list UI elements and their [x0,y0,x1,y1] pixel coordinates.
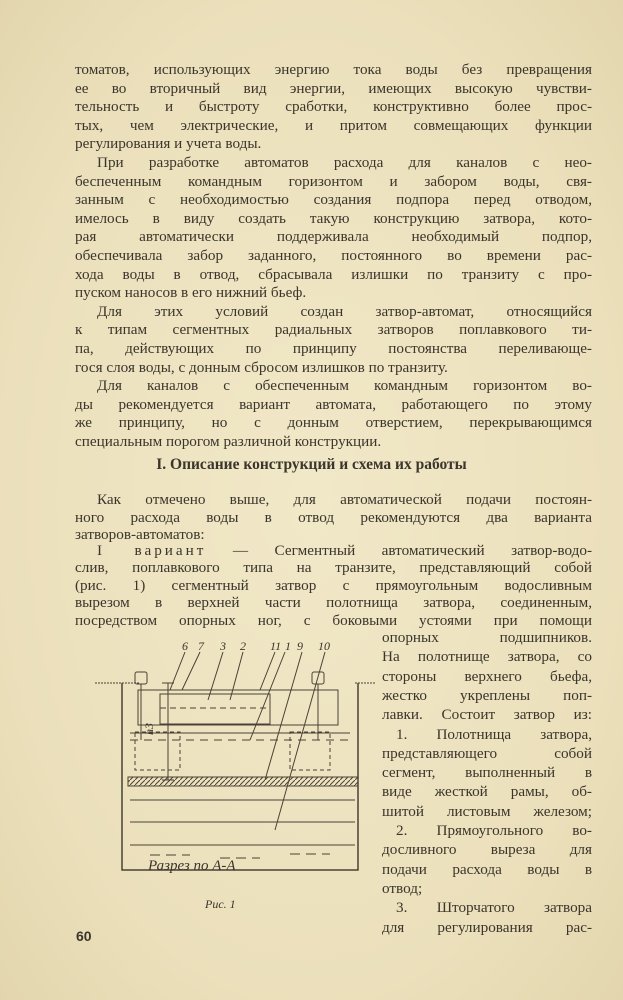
figure-label: 10 [318,640,330,653]
variant-line [97,542,592,560]
text-line: регулирования и учета воды. [75,135,262,153]
text-line: беспеченным командным горизонтом и забором воды, свя- [75,172,592,190]
figure-caption: Рис. 1 [205,897,236,911]
text-line: имелось в виду создать такую конструкцию затвора, кото- [75,209,592,227]
text-line: томатов, использующих энергию тока воды без превращения [75,61,592,78]
text-line: рая автоматически поддерживала необходимый подпор, [75,228,592,246]
text-line: вырезом в верхней части полотнища затвора, соединенным, [75,594,592,611]
text-line: подачи расхода воды в [382,860,592,878]
text-line: ного расхода воды в отвод рекомендуются два варианта [75,509,592,526]
figure-label: 2 [240,640,246,653]
text-line: стороны верхнего бьефа, [382,667,592,685]
text-line: При разработке автоматов расхода для каналов с нео- [97,154,592,171]
figure-gate-section [90,640,375,880]
text-line: Для каналов с обеспеченным командным горизонтом во- [97,377,592,395]
text-line: шитой листовым железом; [382,802,592,820]
text-line: тых, чем электрические, и притом совмещающих функции [75,116,592,134]
text-line: (рис. 1) сегментный затвор с прямоугольным водосливным [75,577,592,594]
text-line: опорных подшипников. [382,629,592,646]
figure-label: 1 [285,640,291,653]
text-line: Для этих условий создан затвор-автомат, относящийся [97,302,592,320]
page-number: 60 [76,928,92,944]
figure-label: 11 [270,640,282,653]
text-line: к типам сегментных радиальных затворов поплавкового ти- [75,321,592,339]
text-line: пуском наносов в его нижний бьеф. [75,284,307,302]
text-line: 2. Прямоугольного во- [396,822,592,839]
text-line: сегмент, выполненный в [382,764,592,782]
variant-text: — Сегментный автоматический затвор-водо- [232,542,593,559]
text-line: 1. Полотнища затвора, [396,725,592,743]
text-line: специальным порогом различной конструкции. [75,433,382,450]
section-caption: Разрез по А-А [148,858,236,874]
text-line: жестко укреплены поп- [382,686,592,704]
text-line: затворов-автоматов: [75,526,205,543]
figure-label: 7 [198,640,204,653]
text-line: Как отмечено выше, для автоматической подачи постоян- [97,491,592,508]
figure-label: 6 [182,640,188,653]
text-line: ее во вторичный вид энергии, имеющих высокую чувстви- [75,79,592,97]
text-line: На полотнище затвора, со [382,648,592,666]
text-line: досливного выреза для [382,841,592,859]
text-line: 3. Шторчатого затвора [396,899,592,917]
text-line: занным с необходимостью создания подпора перед отводом, [75,191,592,209]
text-line: для регулирования рас- [382,918,592,936]
text-line: хода воды в отвод, сбрасывала излишки по транзиту с про- [75,265,592,283]
variant-label: I вариант [97,542,207,559]
text-line: же принципу, но с донным отверстием, перекрывающимся [75,414,592,432]
text-line: виде жесткой рамы, об- [382,783,592,801]
text-line: па, действующих по принципу постоянства переливающе- [75,340,592,357]
text-line: гося слоя воды, с донным сбросом излишков по транзиту. [75,358,448,376]
text-line: отвод; [382,879,423,897]
weir-cutout [160,694,270,724]
text-line: ды рекомендуется вариант автомата, работающего по этому [75,395,592,413]
figure-label: 3 [220,640,226,653]
text-line: посредством опорных ног, с боковыми устоями при помощи [75,612,592,629]
text-line: тельность и быстроту сработки, конструктивно более прос- [75,98,592,116]
section-heading: I. Описание конструкций и схема их работы [156,456,467,473]
dimension-label: h3 [142,723,156,735]
figure-label: 9 [297,640,303,653]
text-line: слив, поплавкового типа на транзите, представляющий собой [75,559,592,576]
text-line: обеспечивала забор заданного, постоянного во времени рас- [75,247,592,264]
text-line: представляющего собой [382,744,592,762]
text-line: лавки. Состоит затвор из: [382,706,592,724]
